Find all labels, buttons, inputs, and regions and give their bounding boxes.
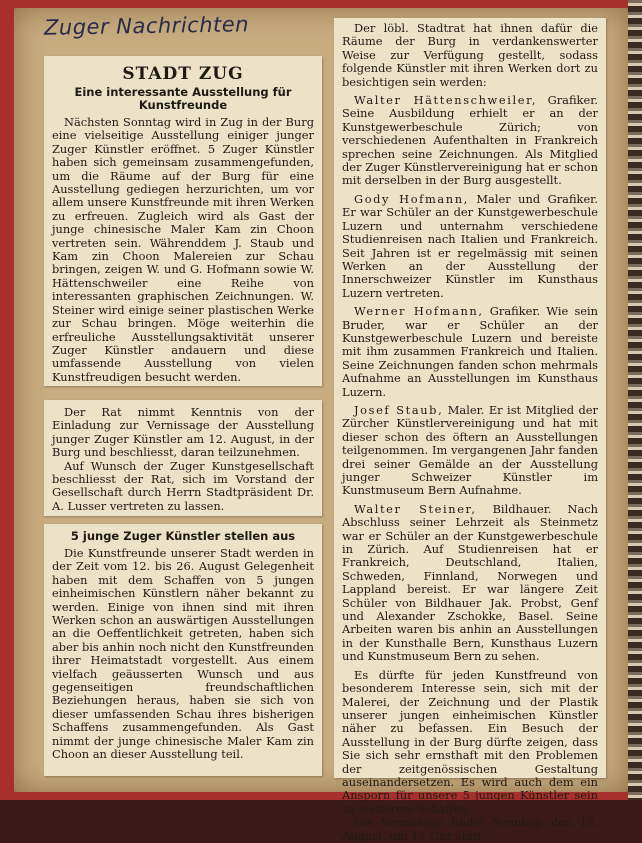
headline-junge-kuenstler: 5 junge Zuger Künstler stellen aus [70, 529, 296, 543]
artist-description: Maler und Grafiker. Er war Schüler an der Kunstgewerbeschule Luzern und unternahm verschiedene Studienreisen nach Italien und Frankreich. Seit Jahren ist er regelmässig mit seinen Werken an der Ausstellung der Innerschweizer Künstler im Kunsthaus Luzern vertreten. [342, 191, 598, 300]
intro-paragraph: Der löbl. Stadtrat hat ihnen dafür die Räume der Burg in verdankenswerter Weise zur Verfügung gestellt, sodass folgende Künstler mit ihren Werken dort zu besichtigen sein werden: [342, 21, 598, 89]
clipping-junge-kuenstler [44, 524, 322, 776]
rat-paragraph-1: Der Rat nimmt Kenntnis von der Einladung zur Vernissage der Ausstellung junger Zuger Künstler am 12. August, in der Burg und beschliesst, daran teilzunehmen. [52, 405, 314, 460]
artist-entry [342, 94, 598, 188]
artist-description: Grafiker. Seine Ausbildung erhielt er an der Kunstgewerbeschule Zürich; von verschiedenen Aufenthalten in Frankreich sprechen seine Zeichnungen. Als Mitglied der Zuger Künstlervereinigung hat er schon mit derselben in der Burg ausgestellt. [342, 93, 599, 188]
handwritten-title: Zuger Nachrichten [43, 12, 250, 40]
artist-entry [342, 193, 598, 300]
artist-description: Maler. Er ist Mitglied der Zürcher Künstlervereinigung und hat mit dieser schon des öftern an Ausstellungen teilgenommen. Im vergangenen Jahr fanden drei seiner Gemälde an der Ausstellung junger Schweizer Künstler im Kunstmuseum Bern Aufnahme. [342, 402, 598, 498]
vernissage-note: Die Vernissage findet Sonntag, den 12. August, um 11 Uhr statt. [342, 815, 598, 843]
artist-description: Grafiker. Wie sein Bruder, war er Schüler an der Kunstgewerbeschule Luzern und bereiste mit ihm zusammen Frankreich und Italien. Seine Zeichnungen fanden schon mehrmals Aufnahme an Ausstellungen im Kunsthaus Luzern. [342, 304, 599, 399]
artist-name: Walter Steiner, [354, 501, 477, 516]
closing-paragraph: Es dürfte für jeden Kunstfreund von besonderem Interesse sein, sich mit der Malerei, der Zeichnung und der Plastik unserer jungen einheimischen Künstler näher zu befassen. Ein Besuch der Ausstellung in der Burg dürfte zeigen, dass Sie sich sehr ernsthaft mit den Problemen der zeitgenössischen Gestaltung auseinandersetzen. Es wird auch dem ein Ansporn für unsere 5 jungen Künstler sein zu weiterem Schaffen. [342, 667, 598, 816]
artist-entry [342, 404, 598, 498]
artist-name: Gody Hofmann, [354, 191, 469, 206]
artist-entry [342, 503, 598, 664]
article-body: Die Kunstfreunde unserer Stadt werden in der Zeit vom 12. bis 26. August Gelegenheit haben mit dem Schaffen von 5 jungen einheimischen Künstlern näher bekannt zu werden. Einige von ihnen sind mit ihren Werken schon an auswärtigen Ausstellungen an die Oeffentlichkeit getreten, haben sich aber bis anhin noch nicht den Kunstfreunden ihrer Heimatstadt vorgestellt. Aus einem vielfach geäusserten Wunsch und aus gegenseitigen freundschaftlichen Beziehungen heraus, haben sie sich von dieser umfassenden Schau ihres bisherigen Schaffens zusammengefunden. Als Gast nimmt der junge chinesische Maler Kam zin Choon an dieser Ausstellung teil. [52, 546, 314, 762]
clipping-rat [44, 400, 322, 516]
rat-paragraph-2: Auf Wunsch der Zuger Kunstgesellschaft beschliesst der Rat, sich im Vorstand der Gesellschaft durch Herrn Stadtpräsident Dr. A. Lusser vertreten zu lassen. [52, 458, 314, 513]
subheadline-ausstellung: Eine interessante Ausstellung für Kunstfreunde [74, 85, 292, 112]
artist-name: Werner Hofmann, [354, 304, 484, 319]
spiral-binding [628, 0, 642, 800]
article-body: Nächsten Sonntag wird in Zug in der Burg eine vielseitige Ausstellung einiger junger Zuger Künstler eröffnet. 5 Zuger Künstler haben sich gemeinsam zusammengefunden, um die Räume auf der Burg für eine Ausstellung gediegen herzurichten, um vor allem unsere Kunstfreunde mit ihren Werken zu erfreuen. Zugleich wird als Gast der junge chinesische Maler Kam zin Choon vertreten sein. Währenddem J. Staub und Kam zin Choon Malereien zur Schau bringen, zeigen W. und G. Hofmann sowie W. Hättenschweiler eine Reihe von interessanten graphischen Zeichnungen. W. Steiner wird einige seiner plastischen Werke zur Schau bringen. Möge weiterhin die erfreuliche Ausstellungsaktivität unserer Zuger Künstler andauern und diese umfassende Ausstellung von vielen Kunstfreudigen besucht werden. [52, 115, 314, 384]
clipping-stadt-zug [44, 56, 322, 386]
artist-name: Walter Hättenschweiler, [354, 93, 538, 108]
artist-name: Josef Staub, [354, 402, 444, 417]
clipping-kuenstler-liste [334, 18, 606, 843]
artist-entry [342, 305, 598, 399]
artist-description: Bildhauer. Nach Abschluss seiner Lehrzeit als Steinmetz war er Schüler an der Kunstgewerbeschule in Zürich. Auf Studienreisen hat er Frankreich, Deutschland, Italien, Schweden, Finnland, Norwegen und Lappland bereist. Er war längere Zeit Schüler von Bildhauer Jak. Probst, Genf und Alexander Zschokke, Basel. Seine Arbeiten waren bis anhin an Ausstellungen in der Kunsthalle Bern, Kunsthaus Luzern und Kunstmuseum Bern zu sehen. [342, 501, 598, 664]
headline-stadt-zug: STADT ZUG [122, 64, 244, 84]
